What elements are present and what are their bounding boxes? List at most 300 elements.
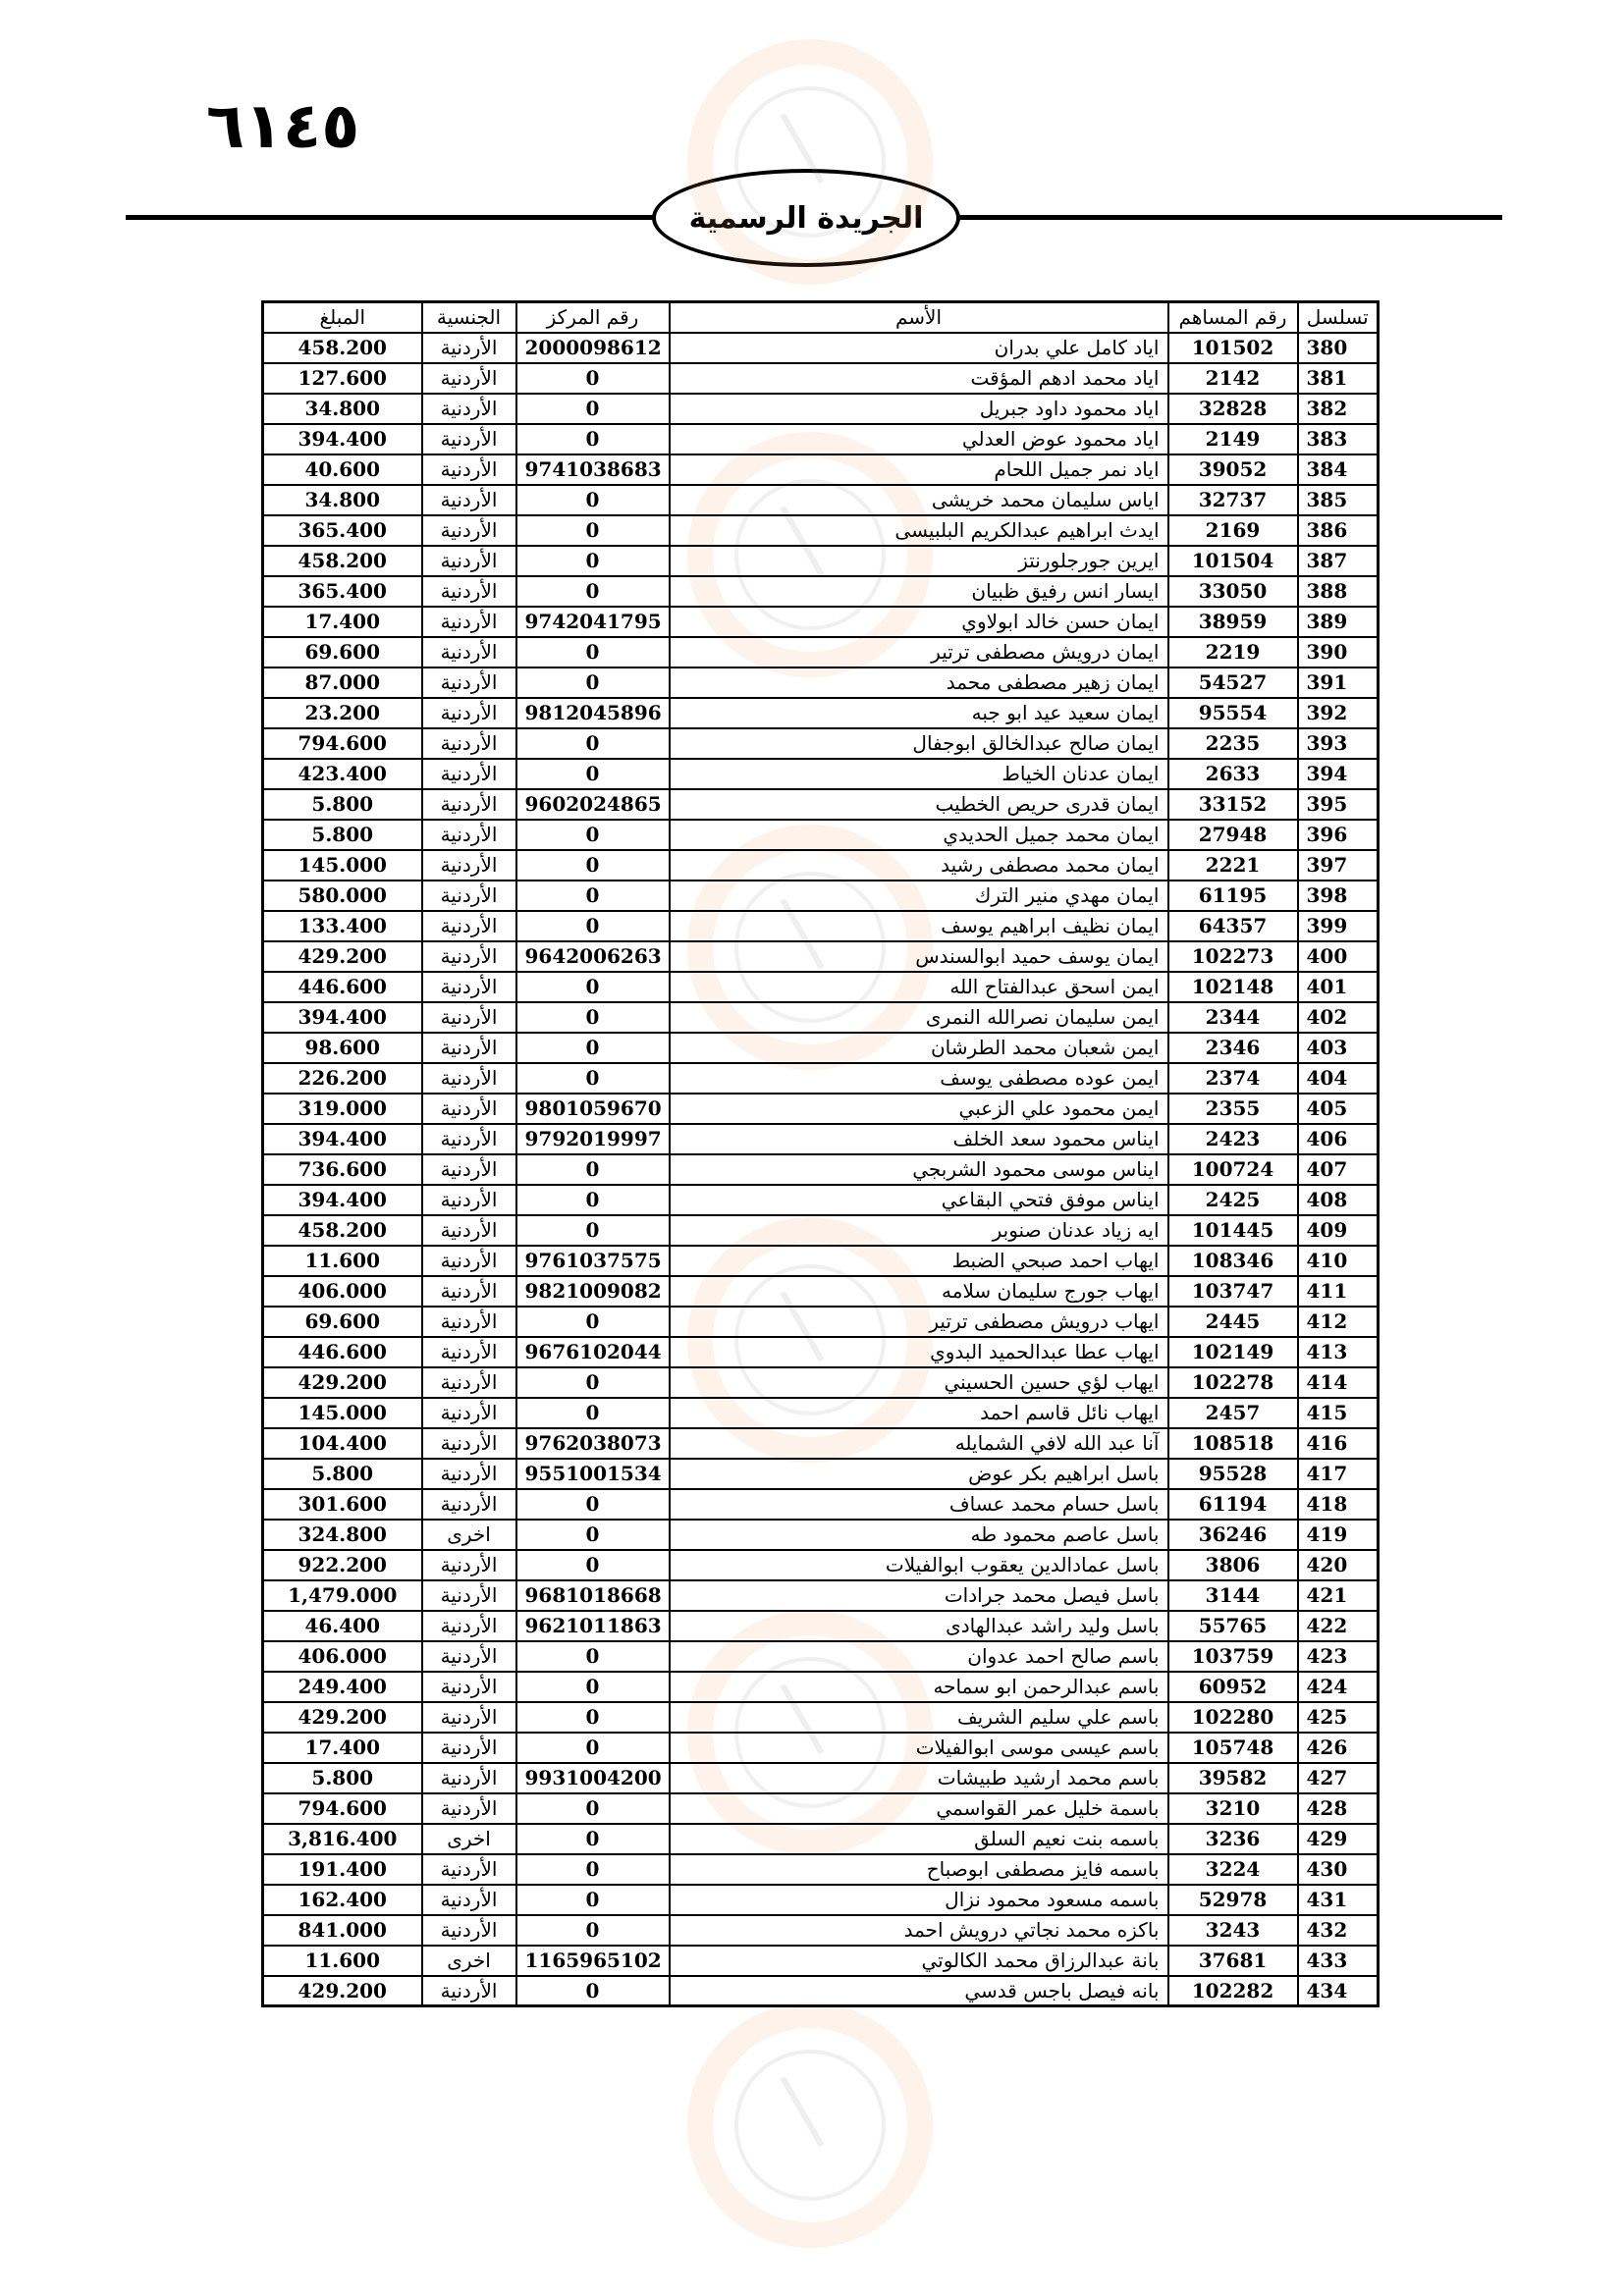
table-row [263,637,1379,667]
serial-cell: 394 [1298,759,1379,789]
shareholder-number-cell: 2355 [1168,1094,1298,1124]
name-cell: اياد كامل علي بدران [670,333,1168,363]
serial-cell: 387 [1298,546,1379,576]
name-cell: ايناس محمود سعد الخلف [670,1124,1168,1154]
shareholder-number-cell: 100724 [1168,1154,1298,1185]
table-row [263,424,1379,454]
shareholder-number-cell: 27948 [1168,820,1298,850]
serial-cell: 407 [1298,1154,1379,1185]
serial-cell: 416 [1298,1428,1379,1459]
center-number-cell: 0 [516,1550,670,1580]
serial-cell: 395 [1298,789,1379,820]
nationality-cell: الأردنية [422,1033,516,1063]
serial-cell: 423 [1298,1641,1379,1672]
nationality-cell: الأردنية [422,667,516,698]
center-number-cell: 9761037575 [516,1246,670,1276]
name-cell: آنا عبد الله لافي الشمايله [670,1428,1168,1459]
shareholder-number-cell: 37681 [1168,1946,1298,1976]
page-number: ٦١٤٥ [206,90,360,163]
serial-cell: 393 [1298,728,1379,759]
name-cell: ايمان سعيد عيد ابو جبه [670,698,1168,728]
nationality-cell: الأردنية [422,1976,516,2006]
amount-cell: 458.200 [263,333,422,363]
table-header-row [263,302,1379,333]
serial-cell: 386 [1298,515,1379,546]
name-cell: ايمن عوده مصطفى يوسف [670,1063,1168,1094]
nationality-cell: الأردنية [422,1885,516,1915]
amount-cell: 429.200 [263,1976,422,2006]
center-number-cell: 0 [516,1641,670,1672]
name-cell: ايمان محمد جميل الحديدي [670,820,1168,850]
table-row [263,820,1379,850]
table-row [263,1641,1379,1672]
shareholder-number-cell: 102282 [1168,1976,1298,2006]
shareholder-number-cell: 2344 [1168,1002,1298,1033]
name-cell: ايهاب عطا عبدالحميد البدوي [670,1337,1168,1367]
serial-cell: 402 [1298,1002,1379,1033]
table-row [263,850,1379,881]
serial-cell: 417 [1298,1459,1379,1489]
serial-cell: 409 [1298,1215,1379,1246]
header-name: الأسم [670,302,1168,333]
center-number-cell: 0 [516,485,670,515]
table-row [263,1976,1379,2006]
table-row [263,1367,1379,1398]
shareholder-number-cell: 39052 [1168,454,1298,485]
center-number-cell: 0 [516,1854,670,1885]
table-row [263,454,1379,485]
center-number-cell: 0 [516,667,670,698]
center-number-cell: 0 [516,1398,670,1428]
name-cell: باسم محمد ارشيد طبيشات [670,1763,1168,1793]
table-row [263,1550,1379,1580]
nationality-cell: الأردنية [422,1154,516,1185]
name-cell: ايدث ابراهيم عبدالكريم البلبيسى [670,515,1168,546]
table-row [263,698,1379,728]
amount-cell: 319.000 [263,1094,422,1124]
nationality-cell: الأردنية [422,789,516,820]
shareholder-number-cell: 105748 [1168,1733,1298,1763]
nationality-cell: الأردنية [422,1550,516,1580]
nationality-cell: الأردنية [422,1733,516,1763]
amount-cell: 406.000 [263,1641,422,1672]
nationality-cell: الأردنية [422,1246,516,1276]
serial-cell: 418 [1298,1489,1379,1520]
shareholder-number-cell: 2149 [1168,424,1298,454]
nationality-cell: الأردنية [422,972,516,1002]
serial-cell: 420 [1298,1550,1379,1580]
serial-cell: 430 [1298,1854,1379,1885]
shareholder-number-cell: 52978 [1168,1885,1298,1915]
serial-cell: 382 [1298,394,1379,424]
table-row [263,485,1379,515]
header-nationality: الجنسية [422,302,516,333]
name-cell: باسمة خليل عمر القواسمي [670,1793,1168,1824]
amount-cell: 5.800 [263,789,422,820]
table-row [263,1489,1379,1520]
table-row [263,1063,1379,1094]
amount-cell: 841.000 [263,1915,422,1946]
serial-cell: 399 [1298,911,1379,941]
amount-cell: 17.400 [263,607,422,637]
amount-cell: 423.400 [263,759,422,789]
amount-cell: 34.800 [263,485,422,515]
center-number-cell: 9812045896 [516,698,670,728]
amount-cell: 249.400 [263,1672,422,1702]
name-cell: ايهاب جورج سليمان سلامه [670,1276,1168,1307]
serial-cell: 400 [1298,941,1379,972]
nationality-cell: الأردنية [422,1307,516,1337]
amount-cell: 40.600 [263,454,422,485]
shareholder-number-cell: 39582 [1168,1763,1298,1793]
amount-cell: 87.000 [263,667,422,698]
center-number-cell: 0 [516,1215,670,1246]
nationality-cell: الأردنية [422,1337,516,1367]
center-number-cell: 0 [516,1489,670,1520]
nationality-cell: الأردنية [422,1763,516,1793]
shareholder-number-cell: 108518 [1168,1428,1298,1459]
center-number-cell: 0 [516,1002,670,1033]
nationality-cell: الأردنية [422,759,516,789]
shareholder-number-cell: 54527 [1168,667,1298,698]
amount-cell: 394.400 [263,1124,422,1154]
header-shareholder-number: رقم المساهم [1168,302,1298,333]
name-cell: اياد محمود عوض العدلي [670,424,1168,454]
table-body [263,333,1379,2006]
shareholder-number-cell: 102149 [1168,1337,1298,1367]
serial-cell: 408 [1298,1185,1379,1215]
center-number-cell: 9741038683 [516,454,670,485]
serial-cell: 431 [1298,1885,1379,1915]
shareholder-number-cell: 3806 [1168,1550,1298,1580]
serial-cell: 398 [1298,881,1379,911]
table-row [263,1793,1379,1824]
center-number-cell: 0 [516,1885,670,1915]
amount-cell: 429.200 [263,1702,422,1733]
nationality-cell: الأردنية [422,1063,516,1094]
table-row [263,1459,1379,1489]
nationality-cell: الأردنية [422,637,516,667]
name-cell: ايمان محمد مصطفى رشيد [670,850,1168,881]
table-row [263,759,1379,789]
table-row [263,1733,1379,1763]
center-number-cell: 0 [516,363,670,394]
center-number-cell: 0 [516,1702,670,1733]
amount-cell: 446.600 [263,1337,422,1367]
amount-cell: 46.400 [263,1611,422,1641]
amount-cell: 162.400 [263,1885,422,1915]
name-cell: باسمه فايز مصطفى ابوصباح [670,1854,1168,1885]
shareholder-number-cell: 32737 [1168,485,1298,515]
name-cell: باسمه مسعود محمود نزال [670,1885,1168,1915]
amount-cell: 394.400 [263,424,422,454]
serial-cell: 405 [1298,1094,1379,1124]
table-row [263,1428,1379,1459]
name-cell: ايمن سليمان نصرالله النمرى [670,1002,1168,1033]
amount-cell: 794.600 [263,1793,422,1824]
table-row [263,1124,1379,1154]
shareholder-number-cell: 2221 [1168,850,1298,881]
serial-cell: 428 [1298,1793,1379,1824]
shareholder-number-cell: 2633 [1168,759,1298,789]
table-row [263,1854,1379,1885]
serial-cell: 389 [1298,607,1379,637]
center-number-cell: 0 [516,881,670,911]
table-row [263,1154,1379,1185]
amount-cell: 145.000 [263,1398,422,1428]
table-row [263,1033,1379,1063]
nationality-cell: الأردنية [422,1367,516,1398]
serial-cell: 415 [1298,1398,1379,1428]
center-number-cell: 0 [516,1824,670,1854]
serial-cell: 401 [1298,972,1379,1002]
amount-cell: 11.600 [263,1946,422,1976]
shareholder-number-cell: 2346 [1168,1033,1298,1063]
amount-cell: 446.600 [263,972,422,1002]
shareholder-number-cell: 101502 [1168,333,1298,363]
shareholder-number-cell: 2235 [1168,728,1298,759]
name-cell: باسمه بنت نعيم السلق [670,1824,1168,1854]
amount-cell: 5.800 [263,1763,422,1793]
name-cell: ايهاب نائل قاسم احمد [670,1398,1168,1428]
amount-cell: 69.600 [263,1307,422,1337]
nationality-cell: الأردنية [422,850,516,881]
table-row [263,1094,1379,1124]
name-cell: بانه فيصل باجس قدسي [670,1976,1168,2006]
name-cell: باكزه محمد نجاتي درويش احمد [670,1915,1168,1946]
center-number-cell: 0 [516,515,670,546]
table-row [263,941,1379,972]
nationality-cell: الأردنية [422,1915,516,1946]
table-row [263,1946,1379,1976]
shareholder-number-cell: 2219 [1168,637,1298,667]
serial-cell: 385 [1298,485,1379,515]
header-serial: تسلسل [1298,302,1379,333]
center-number-cell: 9602024865 [516,789,670,820]
table-row [263,1398,1379,1428]
serial-cell: 397 [1298,850,1379,881]
amount-cell: 365.400 [263,515,422,546]
nationality-cell: الأردنية [422,1215,516,1246]
center-number-cell: 0 [516,424,670,454]
serial-cell: 383 [1298,424,1379,454]
serial-cell: 396 [1298,820,1379,850]
nationality-cell: الأردنية [422,424,516,454]
nationality-cell: الأردنية [422,1611,516,1641]
name-cell: ايهاب احمد صبحي الضبط [670,1246,1168,1276]
name-cell: اياد نمر جميل اللحام [670,454,1168,485]
amount-cell: 736.600 [263,1154,422,1185]
shareholder-number-cell: 2425 [1168,1185,1298,1215]
nationality-cell: الأردنية [422,1094,516,1124]
table-row [263,728,1379,759]
amount-cell: 98.600 [263,1033,422,1063]
table-row [263,1611,1379,1641]
name-cell: ايمان زهير مصطفى محمد [670,667,1168,698]
nationality-cell: الأردنية [422,1854,516,1885]
shareholder-number-cell: 33152 [1168,789,1298,820]
nationality-cell: الأردنية [422,515,516,546]
table-row [263,1885,1379,1915]
serial-cell: 410 [1298,1246,1379,1276]
shareholder-number-cell: 95528 [1168,1459,1298,1489]
center-number-cell: 0 [516,394,670,424]
amount-cell: 69.600 [263,637,422,667]
name-cell: باسل عمادالدين يعقوب ابوالفيلات [670,1550,1168,1580]
nationality-cell: الأردنية [422,1398,516,1428]
center-number-cell: 9621011863 [516,1611,670,1641]
nationality-cell: الأردنية [422,363,516,394]
table-row [263,1915,1379,1946]
serial-cell: 404 [1298,1063,1379,1094]
center-number-cell: 0 [516,1185,670,1215]
table-row [263,1824,1379,1854]
center-number-cell: 9676102044 [516,1337,670,1367]
name-cell: باسل عاصم محمود طه [670,1520,1168,1550]
table-row [263,333,1379,363]
header-amount: المبلغ [263,302,422,333]
amount-cell: 429.200 [263,941,422,972]
name-cell: ايهاب لؤي حسين الحسيني [670,1367,1168,1398]
nationality-cell: الأردنية [422,941,516,972]
center-number-cell: 9931004200 [516,1763,670,1793]
shareholder-number-cell: 64357 [1168,911,1298,941]
serial-cell: 381 [1298,363,1379,394]
amount-cell: 133.400 [263,911,422,941]
amount-cell: 458.200 [263,1215,422,1246]
center-number-cell: 0 [516,1915,670,1946]
center-number-cell: 0 [516,911,670,941]
table-row [263,546,1379,576]
serial-cell: 412 [1298,1307,1379,1337]
amount-cell: 429.200 [263,1367,422,1398]
amount-cell: 301.600 [263,1489,422,1520]
amount-cell: 1,479.000 [263,1580,422,1611]
center-number-cell: 0 [516,1976,670,2006]
center-number-cell: 1165965102 [516,1946,670,1976]
table-row [263,515,1379,546]
serial-cell: 388 [1298,576,1379,607]
serial-cell: 421 [1298,1580,1379,1611]
table-row [263,1276,1379,1307]
center-number-cell: 0 [516,759,670,789]
table-row [263,607,1379,637]
nationality-cell: الأردنية [422,1002,516,1033]
name-cell: ايمن محمود علي الزعبي [670,1094,1168,1124]
name-cell: باسم صالح احمد عدوان [670,1641,1168,1672]
shareholder-number-cell: 38959 [1168,607,1298,637]
name-cell: باسل وليد راشد عبدالهادى [670,1611,1168,1641]
shareholder-number-cell: 2457 [1168,1398,1298,1428]
center-number-cell: 0 [516,1033,670,1063]
nationality-cell: الأردنية [422,881,516,911]
amount-cell: 23.200 [263,698,422,728]
shareholder-number-cell: 32828 [1168,394,1298,424]
table-row [263,394,1379,424]
name-cell: ايمان يوسف حميد ابوالسندس [670,941,1168,972]
shareholder-number-cell: 3224 [1168,1854,1298,1885]
serial-cell: 419 [1298,1520,1379,1550]
nationality-cell: الأردنية [422,1580,516,1611]
nationality-cell: الأردنية [422,546,516,576]
name-cell: باسل فيصل محمد جرادات [670,1580,1168,1611]
center-number-cell: 0 [516,1672,670,1702]
name-cell: باسم عيسى موسى ابوالفيلات [670,1733,1168,1763]
center-number-cell: 9762038073 [516,1428,670,1459]
shareholder-number-cell: 3236 [1168,1824,1298,1854]
center-number-cell: 9681018668 [516,1580,670,1611]
name-cell: ايمان درويش مصطفى ترتير [670,637,1168,667]
name-cell: باسل حسام محمد عساف [670,1489,1168,1520]
shareholder-number-cell: 2445 [1168,1307,1298,1337]
nationality-cell: اخرى [422,1824,516,1854]
serial-cell: 433 [1298,1946,1379,1976]
center-number-cell: 9742041795 [516,607,670,637]
amount-cell: 394.400 [263,1185,422,1215]
name-cell: ايمن اسحق عبدالفتاح الله [670,972,1168,1002]
amount-cell: 11.600 [263,1246,422,1276]
nationality-cell: الأردنية [422,576,516,607]
nationality-cell: الأردنية [422,454,516,485]
shareholder-number-cell: 101504 [1168,546,1298,576]
shareholder-number-cell: 2169 [1168,515,1298,546]
serial-cell: 411 [1298,1276,1379,1307]
name-cell: ايهاب درويش مصطفى ترتير [670,1307,1168,1337]
nationality-cell: الأردنية [422,1185,516,1215]
serial-cell: 426 [1298,1733,1379,1763]
serial-cell: 427 [1298,1763,1379,1793]
center-number-cell: 9642006263 [516,941,670,972]
amount-cell: 34.800 [263,394,422,424]
name-cell: ايمان مهدي منير الترك [670,881,1168,911]
amount-cell: 324.800 [263,1520,422,1550]
nationality-cell: الأردنية [422,607,516,637]
nationality-cell: الأردنية [422,728,516,759]
nationality-cell: الأردنية [422,1702,516,1733]
serial-cell: 406 [1298,1124,1379,1154]
nationality-cell: الأردنية [422,394,516,424]
amount-cell: 394.400 [263,1002,422,1033]
center-number-cell: 9821009082 [516,1276,670,1307]
name-cell: باسم علي سليم الشريف [670,1702,1168,1733]
nationality-cell: الأردنية [422,485,516,515]
amount-cell: 5.800 [263,1459,422,1489]
name-cell: ايمان عدنان الخياط [670,759,1168,789]
serial-cell: 425 [1298,1702,1379,1733]
center-number-cell: 9792019997 [516,1124,670,1154]
serial-cell: 390 [1298,637,1379,667]
nationality-cell: الأردنية [422,333,516,363]
watermark-clock-icon [687,2002,933,2248]
shareholder-number-cell: 102280 [1168,1702,1298,1733]
shareholder-number-cell: 102273 [1168,941,1298,972]
name-cell: باسم عبدالرحمن ابو سماحه [670,1672,1168,1702]
table-row [263,789,1379,820]
nationality-cell: الأردنية [422,1124,516,1154]
center-number-cell: 0 [516,1793,670,1824]
center-number-cell: 0 [516,820,670,850]
table-row [263,1337,1379,1367]
name-cell: ايمان حسن خالد ابولاوي [670,607,1168,637]
amount-cell: 127.600 [263,363,422,394]
serial-cell: 424 [1298,1672,1379,1702]
name-cell: ايناس موفق فتحي البقاعي [670,1185,1168,1215]
name-cell: ايمان صالح عبدالخالق ابوجفال [670,728,1168,759]
amount-cell: 458.200 [263,546,422,576]
shareholders-table [261,300,1380,2007]
nationality-cell: الأردنية [422,1641,516,1672]
amount-cell: 191.400 [263,1854,422,1885]
